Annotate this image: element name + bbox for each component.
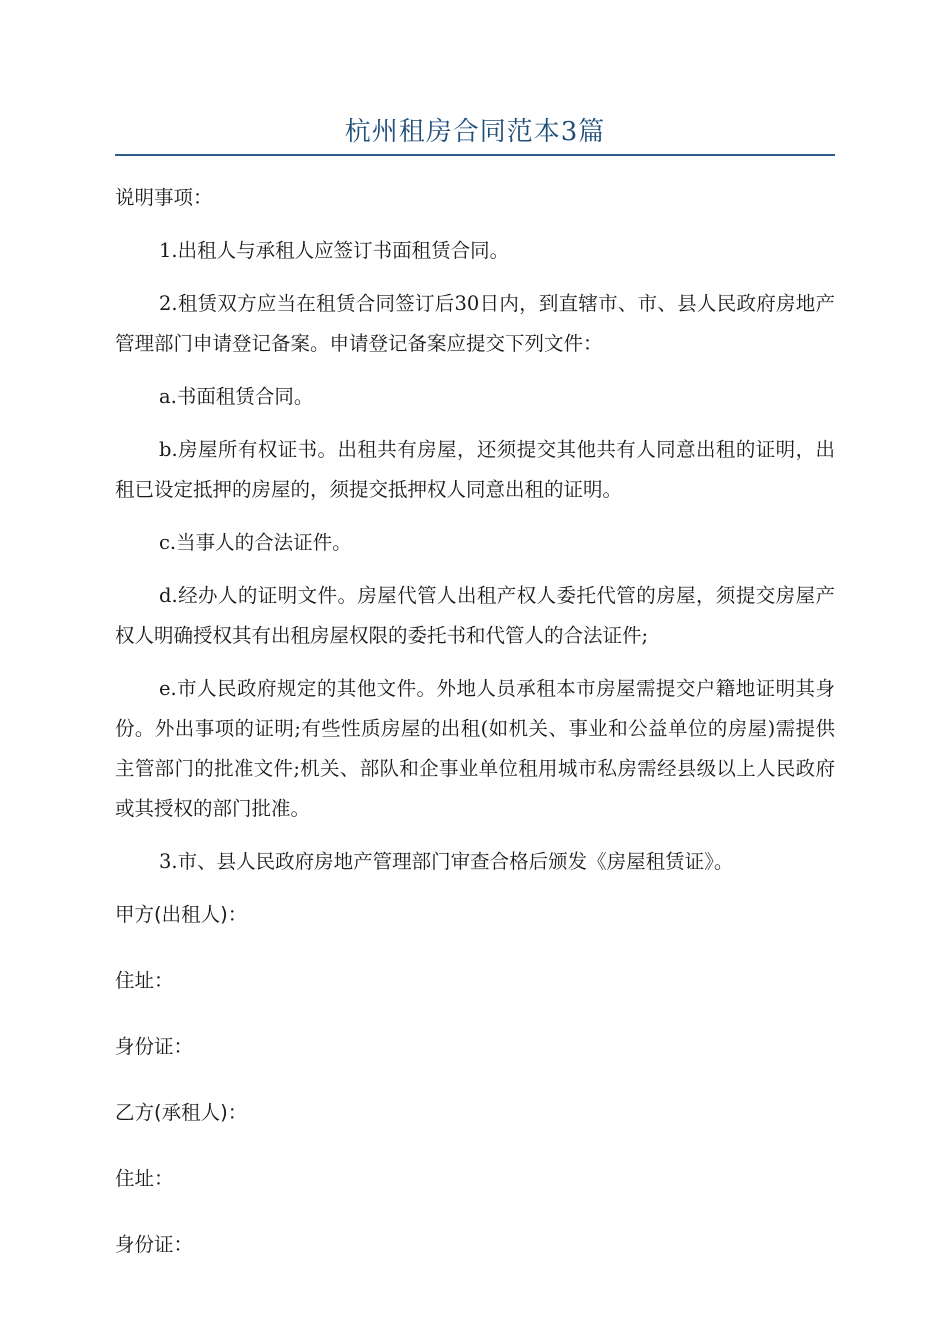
party-b-address: 住址： — [115, 1167, 174, 1190]
paragraph: b.房屋所有权证书。出租共有房屋，还须提交其他共有人同意出租的证明，出租已设定抵押的房屋的，须提交抵押权人同意出租的证明。 — [115, 438, 835, 501]
party-a-label: 甲方(出租人)： — [115, 903, 248, 926]
paragraph: e.市人民政府规定的其他文件。外地人员承租本市房屋需提交户籍地证明其身份。外出事项的证明;有些性质房屋的出租(如机关、事业和公益单位的房屋)需提供主管部门的批准文件;机关、部队和企事业单位租用城市私房需经县级以上人民政府或其授权的部门批准。 — [115, 677, 835, 820]
party-a-id: 身份证： — [115, 1035, 194, 1058]
paragraph: c.当事人的合法证件。 — [159, 531, 352, 554]
paragraph: 2.租赁双方应当在租赁合同签订后30日内，到直辖市、市、县人民政府房地产管理部门申请登记备案。申请登记备案应提交下列文件： — [115, 292, 835, 355]
paragraph: a.书面租赁合同。 — [159, 385, 314, 408]
party-b-label: 乙方(承租人)： — [115, 1101, 248, 1124]
document-body — [115, 178, 835, 1291]
paragraph: d.经办人的证明文件。房屋代管人出租产权人委托代管的房屋，须提交房屋产权人明确授权其有出租房屋权限的委托书和代管人的合法证件; — [115, 584, 835, 647]
party-a-address: 住址： — [115, 969, 174, 992]
paragraph: 3.市、县人民政府房地产管理部门审查合格后颁发《房屋租赁证》。 — [159, 850, 734, 873]
party-b-id: 身份证： — [115, 1233, 194, 1256]
document-title: 杭州租房合同范本3篇 — [344, 117, 606, 147]
notes-heading: 说明事项： — [115, 186, 213, 209]
title-underline — [115, 154, 835, 156]
paragraph: 1.出租人与承租人应签订书面租赁合同。 — [159, 239, 510, 262]
